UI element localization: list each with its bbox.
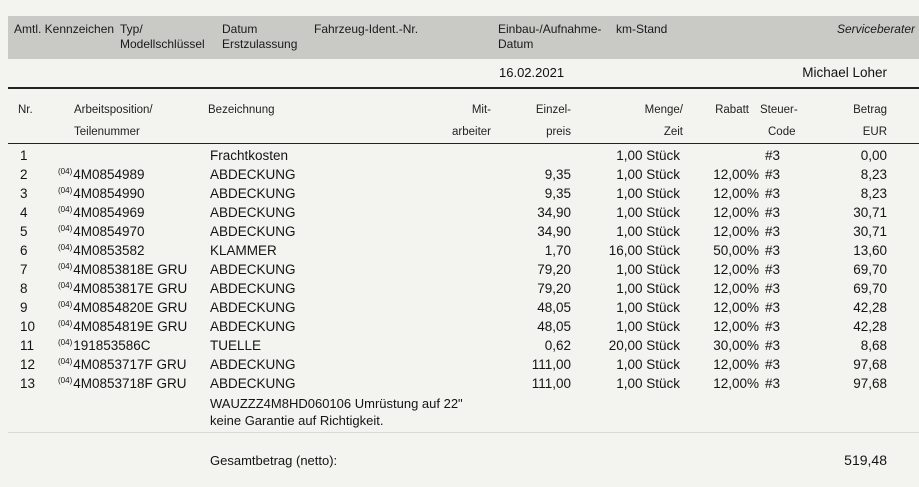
row-part-number: 4M0853717F GRU — [73, 357, 187, 372]
row-betrag: 8,23 — [860, 167, 887, 182]
row-bezeichnung: KLAMMER — [210, 243, 277, 258]
row-menge: 1,00 Stück — [616, 357, 680, 372]
row-prefix: (04) — [58, 376, 73, 385]
row-rabatt: 12,00% — [713, 186, 759, 201]
row-part-number: 4M0854970 — [73, 224, 145, 239]
row-betrag: 69,70 — [853, 281, 887, 296]
row-nr: 2 — [20, 167, 28, 182]
row-einzelpreis: 1,70 — [544, 243, 571, 258]
header-datum: Datum — [222, 22, 258, 36]
row-einzelpreis: 48,05 — [537, 300, 571, 315]
row-menge: 20,00 Stück — [608, 338, 680, 353]
row-prefix: (04) — [58, 281, 73, 290]
row-betrag: 30,71 — [853, 224, 887, 239]
header-typ: Typ/ — [120, 22, 143, 36]
col-teilenummer: Teilenummer — [74, 126, 140, 138]
row-rabatt: 12,00% — [713, 300, 759, 315]
row-prefix: (04) — [58, 243, 73, 252]
col-betrag: Betrag — [853, 104, 887, 116]
row-prefix: (04) — [58, 167, 73, 176]
row-steuercode: #3 — [765, 376, 781, 391]
table-row — [0, 279, 919, 298]
row-betrag: 69,70 — [853, 262, 887, 277]
row-prefix: (04) — [58, 338, 73, 347]
row-steuercode: #3 — [765, 205, 781, 220]
col-rabatt: Rabatt — [715, 104, 749, 116]
row-einzelpreis: 79,20 — [537, 262, 571, 277]
table-row — [0, 298, 919, 317]
row-nr: 4 — [20, 205, 28, 220]
row-teilenummer — [58, 165, 145, 184]
table-row — [0, 317, 919, 336]
col-eur: EUR — [862, 126, 887, 138]
header-erstzulassung: Erstzulassung — [222, 37, 298, 51]
row-bezeichnung: Frachtkosten — [210, 148, 289, 163]
row-einzelpreis: 9,35 — [544, 186, 571, 201]
row-rabatt: 12,00% — [713, 205, 759, 220]
table-row — [0, 165, 919, 184]
row-menge: 1,00 Stück — [616, 300, 680, 315]
total-divider — [8, 432, 919, 433]
row-betrag: 97,68 — [853, 376, 887, 391]
row-nr: 3 — [20, 186, 28, 201]
header-einbau: Einbau-/Aufnahme- — [498, 22, 602, 36]
row-rabatt: 12,00% — [713, 376, 759, 391]
note-vin: WAUZZZ4M8HD060106 Umrüstung auf 22" — [210, 396, 463, 411]
row-menge: 1,00 Stück — [616, 262, 680, 277]
row-betrag: 0,00 — [860, 148, 887, 163]
row-bezeichnung: ABDECKUNG — [210, 224, 296, 239]
row-nr: 10 — [20, 319, 36, 334]
row-steuercode: #3 — [765, 224, 781, 239]
row-part-number: 4M0854819E GRU — [73, 319, 188, 334]
row-nr: 13 — [20, 376, 36, 391]
row-menge: 1,00 Stück — [616, 148, 680, 163]
col-einzelpreis-2: preis — [546, 126, 571, 138]
row-prefix: (04) — [58, 205, 73, 214]
row-prefix: (04) — [58, 300, 73, 309]
row-part-number: 4M0853818E GRU — [73, 262, 188, 277]
row-part-number: 4M0854820E GRU — [73, 300, 188, 315]
row-betrag: 13,60 — [853, 243, 887, 258]
row-steuercode: #3 — [765, 148, 781, 163]
row-steuercode: #3 — [765, 319, 781, 334]
row-rabatt: 30,00% — [713, 338, 759, 353]
row-part-number: 4M0854989 — [73, 167, 145, 182]
header-einbau-datum: Datum — [498, 37, 534, 51]
row-bezeichnung: ABDECKUNG — [210, 319, 296, 334]
row-rabatt: 12,00% — [713, 167, 759, 182]
row-bezeichnung: ABDECKUNG — [210, 300, 296, 315]
header-modellschluessel: Modellschlüssel — [120, 37, 205, 51]
row-teilenummer — [58, 336, 151, 355]
row-teilenummer — [58, 184, 145, 203]
row-teilenummer — [58, 317, 187, 336]
row-menge: 1,00 Stück — [616, 224, 680, 239]
row-betrag: 8,23 — [860, 186, 887, 201]
row-nr: 12 — [20, 357, 36, 372]
col-bezeichnung: Bezeichnung — [208, 104, 275, 116]
header-km-stand: km-Stand — [616, 22, 668, 36]
vehicle-header — [8, 16, 919, 59]
row-menge: 1,00 Stück — [616, 205, 680, 220]
row-einzelpreis: 34,90 — [537, 205, 571, 220]
row-steuercode: #3 — [765, 338, 781, 353]
row-teilenummer — [58, 222, 145, 241]
row-nr: 8 — [20, 281, 28, 296]
header-serviceberater: Serviceberater — [836, 22, 915, 36]
row-teilenummer — [58, 374, 187, 393]
row-prefix: (04) — [58, 224, 73, 233]
row-teilenummer — [58, 298, 187, 317]
row-steuercode: #3 — [765, 262, 781, 277]
row-menge: 1,00 Stück — [616, 281, 680, 296]
table-row — [0, 203, 919, 222]
row-einzelpreis: 0,62 — [544, 338, 571, 353]
table-row — [0, 355, 919, 374]
row-prefix: (04) — [58, 262, 73, 271]
row-part-number: 4M0853817E GRU — [73, 281, 188, 296]
row-menge: 1,00 Stück — [616, 376, 680, 391]
row-betrag: 97,68 — [853, 357, 887, 372]
row-steuercode: #3 — [765, 281, 781, 296]
total-label: Gesamtbetrag (netto): — [210, 453, 338, 468]
table-row — [0, 222, 919, 241]
row-steuercode: #3 — [765, 186, 781, 201]
table-row — [0, 374, 919, 393]
row-einzelpreis: 79,20 — [537, 281, 571, 296]
col-mitarbeiter-2: arbeiter — [452, 126, 491, 138]
row-teilenummer — [58, 260, 187, 279]
row-nr: 1 — [20, 148, 28, 163]
row-steuercode: #3 — [765, 300, 781, 315]
row-prefix: (04) — [58, 357, 73, 366]
row-einzelpreis: 111,00 — [531, 376, 571, 391]
row-steuercode: #3 — [765, 167, 781, 182]
row-steuercode: #3 — [765, 243, 781, 258]
col-code: Code — [768, 126, 796, 138]
row-bezeichnung: ABDECKUNG — [210, 357, 296, 372]
row-betrag: 30,71 — [853, 205, 887, 220]
row-menge: 1,00 Stück — [616, 319, 680, 334]
row-rabatt: 12,00% — [713, 224, 759, 239]
row-bezeichnung: ABDECKUNG — [210, 281, 296, 296]
row-nr: 5 — [20, 224, 28, 239]
row-bezeichnung: ABDECKUNG — [210, 376, 296, 391]
row-betrag: 42,28 — [853, 300, 887, 315]
row-prefix: (04) — [58, 319, 73, 328]
table-row — [0, 336, 919, 355]
row-nr: 6 — [20, 243, 28, 258]
row-rabatt: 12,00% — [713, 319, 759, 334]
row-rabatt: 12,00% — [713, 262, 759, 277]
row-bezeichnung: ABDECKUNG — [210, 186, 296, 201]
col-steuer: Steuer- — [760, 104, 798, 116]
note-garantie: keine Garantie auf Richtigkeit. — [210, 413, 384, 428]
col-mitarbeiter-1: Mit- — [471, 104, 491, 116]
row-bezeichnung: ABDECKUNG — [210, 262, 296, 277]
row-teilenummer — [58, 279, 187, 298]
row-steuercode: #3 — [765, 357, 781, 372]
col-nr: Nr. — [18, 104, 33, 116]
header-fin: Fahrzeug-Ident.-Nr. — [314, 22, 419, 36]
row-menge: 16,00 Stück — [608, 243, 680, 258]
header-amtl-kennzeichen: Amtl. Kennzeichen — [14, 22, 115, 36]
row-menge: 1,00 Stück — [616, 167, 680, 182]
row-part-number: 4M0853582 — [73, 243, 145, 258]
row-betrag: 42,28 — [853, 319, 887, 334]
row-betrag: 8,68 — [860, 338, 887, 353]
row-nr: 7 — [20, 262, 28, 277]
table-divider — [8, 143, 919, 144]
table-row — [0, 260, 919, 279]
row-menge: 1,00 Stück — [616, 186, 680, 201]
table-row — [0, 184, 919, 203]
col-arbeitsposition: Arbeitsposition/ — [74, 104, 153, 116]
row-prefix: (04) — [58, 186, 73, 195]
table-row — [0, 241, 919, 260]
row-part-number: 4M0854990 — [73, 186, 145, 201]
row-nr: 9 — [20, 300, 28, 315]
row-teilenummer — [58, 355, 187, 374]
row-part-number: 4M0853718F GRU — [73, 376, 187, 391]
row-einzelpreis: 111,00 — [531, 357, 571, 372]
row-rabatt: 12,00% — [713, 357, 759, 372]
row-einzelpreis: 48,05 — [537, 319, 571, 334]
row-einzelpreis: 34,90 — [537, 224, 571, 239]
row-teilenummer — [58, 241, 145, 260]
order-date: 16.02.2021 — [499, 65, 565, 80]
row-bezeichnung: ABDECKUNG — [210, 167, 296, 182]
col-einzelpreis-1: Einzel- — [535, 104, 571, 116]
advisor-name: Michael Loher — [802, 65, 887, 80]
row-part-number: 191853586C — [73, 338, 151, 353]
table-row — [0, 146, 919, 165]
col-menge: Menge/ — [644, 104, 683, 116]
col-zeit: Zeit — [663, 126, 683, 138]
row-rabatt: 12,00% — [713, 281, 759, 296]
total-value: 519,48 — [844, 452, 887, 468]
row-teilenummer — [58, 203, 145, 222]
row-part-number: 4M0854969 — [73, 205, 145, 220]
row-bezeichnung: TUELLE — [210, 338, 262, 353]
row-rabatt: 50,00% — [713, 243, 759, 258]
header-divider — [8, 87, 919, 89]
row-einzelpreis: 9,35 — [544, 167, 571, 182]
row-nr: 11 — [20, 338, 35, 353]
row-bezeichnung: ABDECKUNG — [210, 205, 296, 220]
